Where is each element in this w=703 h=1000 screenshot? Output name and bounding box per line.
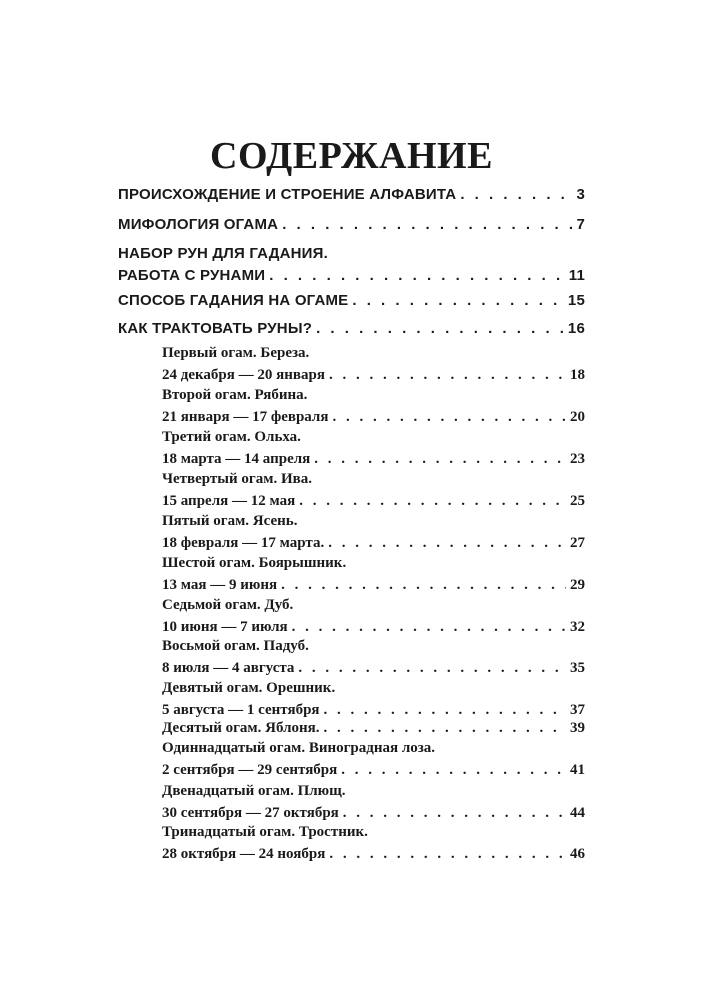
entry-title-line1: Девятый огам. Орешник. — [162, 680, 336, 696]
entry-title-line1: НАБОР РУН ДЛЯ ГАДАНИЯ. — [118, 245, 329, 262]
entry-title-line1: Одиннадцатый огам. Виноградная лоза. — [162, 740, 436, 756]
page-number: 27 — [570, 535, 585, 551]
entry-dates: 30 сентября — 27 октября — [162, 805, 339, 821]
entry-title: Десятый огам. Яблоня. — [162, 720, 320, 736]
page-number: 44 — [570, 805, 585, 821]
page-number: 11 — [568, 267, 585, 284]
toc-entry-ogham-5[interactable] — [162, 510, 585, 554]
toc-entry-ogham-9[interactable] — [162, 677, 585, 721]
page-number: 41 — [570, 762, 585, 778]
dot-leader — [324, 717, 567, 739]
toc-entry-ogham-11[interactable] — [162, 737, 585, 781]
toc-entry-divination-method[interactable] — [118, 290, 585, 312]
entry-dates: 8 июля — 4 августа — [162, 660, 295, 676]
dot-leader — [329, 843, 566, 865]
toc-entry-rune-set[interactable] — [118, 243, 585, 287]
dot-leader — [298, 657, 566, 679]
entry-dates: 24 декабря — 20 января — [162, 367, 325, 383]
toc-entry-ogham-13[interactable] — [162, 821, 585, 865]
dot-leader — [329, 364, 566, 386]
entry-dates: 13 мая — 9 июня — [162, 577, 278, 593]
entry-title: СПОСОБ ГАДАНИЯ НА ОГАМЕ — [118, 292, 349, 309]
entry-title-line1: Шестой огам. Боярышник. — [162, 555, 347, 571]
entry-title-line1: Пятый огам. Ясень. — [162, 513, 298, 529]
entry-dates: 18 февраля — 17 марта. — [162, 535, 325, 551]
entry-title-line1: Второй огам. Рябина. — [162, 387, 308, 403]
dot-leader — [314, 448, 566, 470]
page-number: 3 — [576, 186, 585, 203]
toc-entry-origin[interactable] — [118, 184, 585, 206]
dot-leader — [332, 406, 566, 428]
dot-leader — [282, 214, 572, 236]
page-number: 37 — [570, 702, 585, 718]
page-number: 39 — [570, 720, 585, 736]
entry-title-line1: Восьмой огам. Падуб. — [162, 638, 309, 654]
entry-title-line1: Третий огам. Ольха. — [162, 429, 301, 445]
entry-title-line1: Седьмой огам. Дуб. — [162, 597, 294, 613]
entry-title-line1: Двенадцатый огам. Плющ. — [162, 783, 346, 799]
dot-leader — [460, 184, 572, 206]
entry-title: МИФОЛОГИЯ ОГАМА — [118, 216, 279, 233]
page-number: 35 — [570, 660, 585, 676]
entry-dates: 5 августа — 1 сентября — [162, 702, 320, 718]
toc-entry-ogham-12[interactable] — [162, 780, 585, 824]
toc-entry-ogham-7[interactable] — [162, 594, 585, 638]
toc-entry-interpretation[interactable] — [118, 318, 585, 340]
dot-leader — [299, 490, 566, 512]
entry-dates: 18 марта — 14 апреля — [162, 451, 311, 467]
entry-title: ПРОИСХОЖДЕНИЕ И СТРОЕНИЕ АЛФАВИТА — [118, 186, 457, 203]
toc-entry-ogham-1[interactable] — [162, 342, 585, 386]
toc-entry-mythology[interactable] — [118, 214, 585, 236]
page-number: 15 — [567, 292, 585, 309]
entry-title-line1: Первый огам. Береза. — [162, 345, 310, 361]
page-number: 18 — [570, 367, 585, 383]
page-number: 23 — [570, 451, 585, 467]
dot-leader — [269, 265, 564, 287]
page-number: 29 — [570, 577, 585, 593]
entry-dates: 28 октября — 24 ноября — [162, 846, 326, 862]
page-title: СОДЕРЖАНИЕ — [210, 135, 493, 177]
dot-leader — [328, 532, 566, 554]
entry-dates: 10 июня — 7 июля — [162, 619, 288, 635]
page-number: 25 — [570, 493, 585, 509]
toc-entry-ogham-8[interactable] — [162, 635, 585, 679]
dot-leader — [352, 290, 564, 312]
toc-entry-ogham-4[interactable] — [162, 468, 585, 512]
page-number: 32 — [570, 619, 585, 635]
entry-title: КАК ТРАКТОВАТЬ РУНЫ? — [118, 320, 313, 337]
entry-title-line1: Тринадцатый огам. Тростник. — [162, 824, 368, 840]
page-number: 7 — [576, 216, 585, 233]
toc-entry-ogham-2[interactable] — [162, 384, 585, 428]
toc-entry-ogham-6[interactable] — [162, 552, 585, 596]
entry-title-line1: Четвертый огам. Ива. — [162, 471, 312, 487]
entry-title-line2: РАБОТА С РУНАМИ — [118, 267, 266, 284]
entry-dates: 21 января — 17 февраля — [162, 409, 329, 425]
dot-leader — [341, 759, 566, 781]
page-number: 16 — [567, 320, 585, 337]
dot-leader — [281, 574, 566, 596]
toc-entry-ogham-3[interactable] — [162, 426, 585, 470]
entry-dates: 2 сентября — 29 сентября — [162, 762, 338, 778]
entry-dates: 15 апреля — 12 мая — [162, 493, 296, 509]
page-number: 46 — [570, 846, 585, 862]
toc-entry-ogham-10[interactable] — [162, 717, 585, 739]
page-number: 20 — [570, 409, 585, 425]
dot-leader — [316, 318, 564, 340]
